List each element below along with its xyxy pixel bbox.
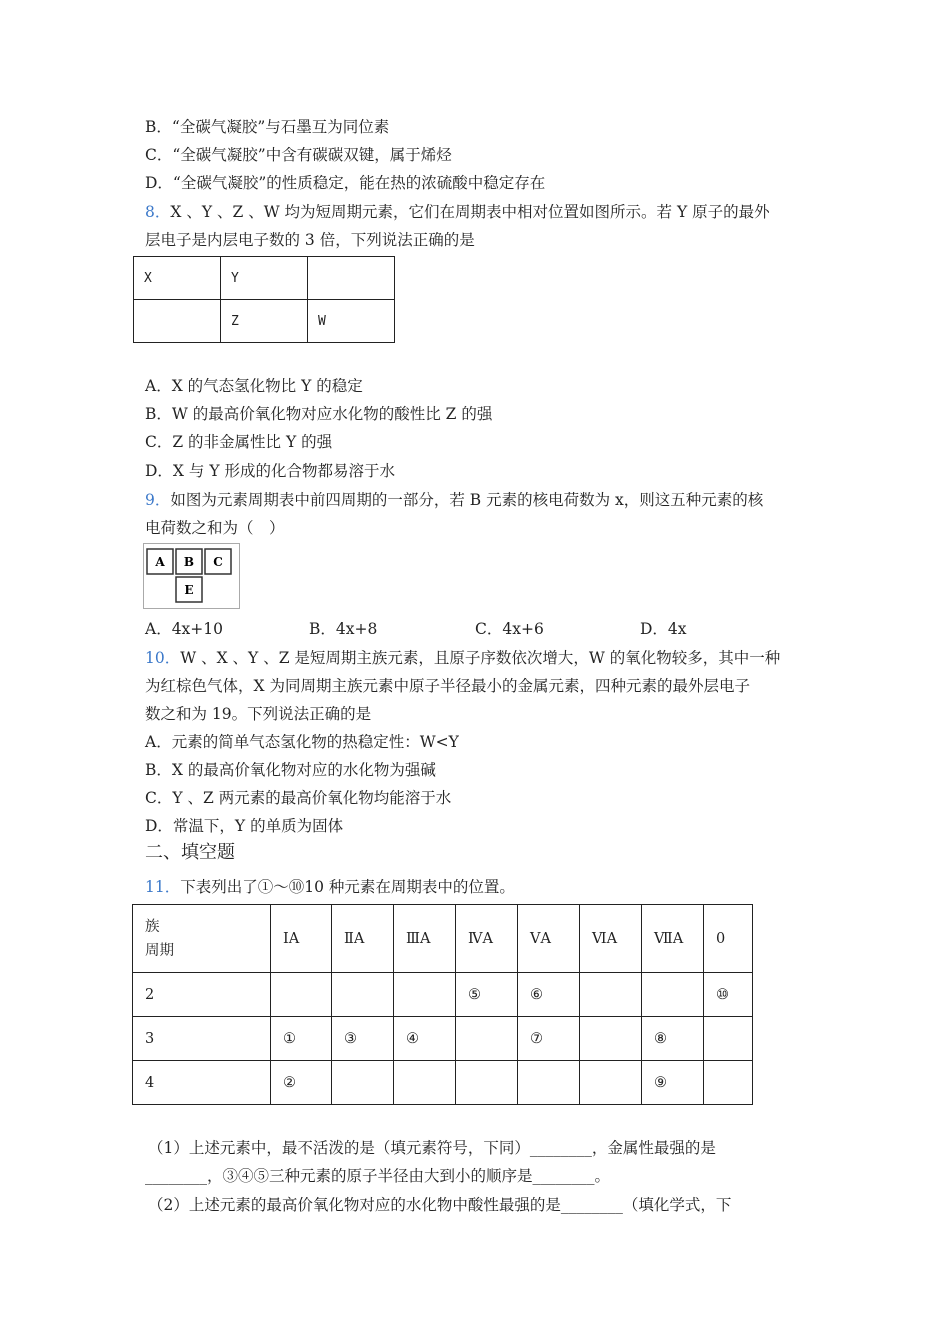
- q11-group-header: ⅢA: [394, 905, 456, 973]
- q11-cell: ⑧: [642, 1017, 704, 1061]
- q11-cell: ⑨: [642, 1061, 704, 1105]
- q8-position-table: [133, 256, 395, 343]
- q11-cell: ①: [271, 1017, 332, 1061]
- q11-part1-line1: （1）上述元素中，最不活泼的是（填元素符号，下同）________，金属性最强的是: [148, 1139, 716, 1157]
- q8-stem-line1: [145, 202, 770, 222]
- q11-cell: [580, 973, 642, 1017]
- q8-cell: [134, 300, 221, 343]
- q11-group-header: 0: [704, 905, 753, 973]
- q9-fig-label-a: A: [155, 555, 165, 569]
- q11-group-header: ⅠA: [271, 905, 332, 973]
- q10-option-d: D．常温下，Y 的单质为固体: [145, 817, 344, 835]
- q11-cell: ⑥: [518, 973, 580, 1017]
- q9-number: 9．: [145, 491, 171, 509]
- q11-group-header: ⅦA: [642, 905, 704, 973]
- q9-stem-line1: [145, 490, 763, 510]
- q11-cell: [580, 1017, 642, 1061]
- q9-option-d: D．4x: [640, 620, 687, 638]
- q8-option-b: B．W 的最高价氧化物对应水化物的酸性比 Z 的强: [145, 405, 493, 423]
- q9-periodic-figure: [143, 543, 240, 609]
- q11-cell: ⑤: [456, 973, 518, 1017]
- q11-cell: [704, 1017, 753, 1061]
- q11-cell: [332, 973, 394, 1017]
- q11-cell: [580, 1061, 642, 1105]
- q8-cell: [308, 257, 395, 300]
- q10-stem-text1: W 、X 、Y 、Z 是短周期主族元素，且原子序数依次增大，W 的氧化物较多，其中一种: [180, 649, 781, 667]
- q7-option-c: C．“全碳气凝胶”中含有碳碳双键，属于烯烃: [145, 146, 452, 164]
- q11-cell: [518, 1061, 580, 1105]
- q11-period-label: 2: [133, 973, 271, 1017]
- q7-option-b: B．“全碳气凝胶”与石墨互为同位素: [145, 118, 390, 136]
- q8-cell: Y: [221, 257, 308, 300]
- q11-cell: ⑩: [704, 973, 753, 1017]
- q11-header-period: 周期: [145, 942, 174, 959]
- q11-periodic-table: [132, 904, 753, 1105]
- q9-fig-label-b: B: [183, 555, 195, 569]
- q8-cell: W: [308, 300, 395, 343]
- q11-cell: [642, 973, 704, 1017]
- q9-fig-label-e: E: [184, 583, 194, 597]
- q10-stem-line2: 为红棕色气体，X 为同周期主族元素中原子半径最小的金属元素，四种元素的最外层电子: [145, 677, 750, 695]
- q10-stem-line3: 数之和为 19。下列说法正确的是: [145, 705, 372, 723]
- q10-option-b: B．X 的最高价氧化物对应的水化物为强碱: [145, 761, 436, 779]
- q11-cell: [394, 973, 456, 1017]
- q9-option-a: A．4x+10: [145, 620, 224, 638]
- q11-group-header: ⅥA: [580, 905, 642, 973]
- q11-cell: [456, 1017, 518, 1061]
- q8-option-a: A．X 的气态氢化物比 Y 的稳定: [145, 377, 363, 395]
- q11-period-label: 3: [133, 1017, 271, 1061]
- q11-stem-text: 下表列出了①～⑩10 种元素在周期表中的位置。: [180, 878, 515, 896]
- q11-cell: [271, 973, 332, 1017]
- q8-option-c: C．Z 的非金属性比 Y 的强: [145, 433, 333, 451]
- q11-period-label: 4: [133, 1061, 271, 1105]
- q11-group-header: ⅤA: [518, 905, 580, 973]
- q7-option-d: D．“全碳气凝胶”的性质稳定，能在热的浓硫酸中稳定存在: [145, 174, 546, 192]
- q8-stem-text1: X 、Y 、Z 、W 均为短周期元素，它们在周期表中相对位置如图所示。若 Y 原子的最外: [170, 203, 770, 221]
- q11-corner-cell: [133, 905, 271, 973]
- q11-part2-line1: （2）上述元素的最高价氧化物对应的水化物中酸性最强的是________（填化学式，下: [148, 1196, 732, 1214]
- q11-stem: [145, 877, 515, 897]
- q11-number: 11．: [145, 878, 181, 896]
- q11-period-row: [133, 973, 753, 1017]
- q11-header-row: [133, 905, 753, 973]
- q9-stem-text1: 如图为元素周期表中前四周期的一部分，若 B 元素的核电荷数为 x，则这五种元素的核: [170, 491, 764, 509]
- q10-option-c: C．Y 、Z 两元素的最高价氧化物均能溶于水: [145, 789, 452, 807]
- q11-period-row: [133, 1017, 753, 1061]
- q9-option-b: B．4x+8: [309, 620, 378, 638]
- q8-stem-line2: 层电子是内层电子数的 3 倍，下列说法正确的是: [145, 231, 475, 249]
- q9-option-c: C．4x+6: [475, 620, 544, 638]
- q11-group-header: ⅣA: [456, 905, 518, 973]
- q9-fig-label-c: C: [213, 555, 223, 569]
- q10-stem-line1: [145, 648, 780, 668]
- q10-number: 10．: [145, 649, 181, 667]
- q11-cell: [394, 1061, 456, 1105]
- q11-cell: ②: [271, 1061, 332, 1105]
- q11-header-group: 族: [145, 918, 160, 935]
- q11-period-row: [133, 1061, 753, 1105]
- q8-option-d: D．X 与 Y 形成的化合物都易溶于水: [145, 462, 395, 480]
- q10-option-a: A．元素的简单气态氢化物的热稳定性：W<Y: [145, 733, 459, 751]
- q11-cell: [332, 1061, 394, 1105]
- q8-number: 8．: [145, 203, 171, 221]
- q11-cell: [704, 1061, 753, 1105]
- q8-cell: X: [134, 257, 221, 300]
- q11-part1-line2: ________，③④⑤三种元素的原子半径由大到小的顺序是________。: [145, 1167, 611, 1185]
- q8-cell: Z: [221, 300, 308, 343]
- q11-cell: ④: [394, 1017, 456, 1061]
- q11-cell: ③: [332, 1017, 394, 1061]
- q11-cell: [456, 1061, 518, 1105]
- q11-group-header: ⅡA: [332, 905, 394, 973]
- q9-stem-line2: 电荷数之和为（ ）: [145, 519, 285, 537]
- q11-cell: ⑦: [518, 1017, 580, 1061]
- section-heading: 二、填空题: [145, 842, 235, 863]
